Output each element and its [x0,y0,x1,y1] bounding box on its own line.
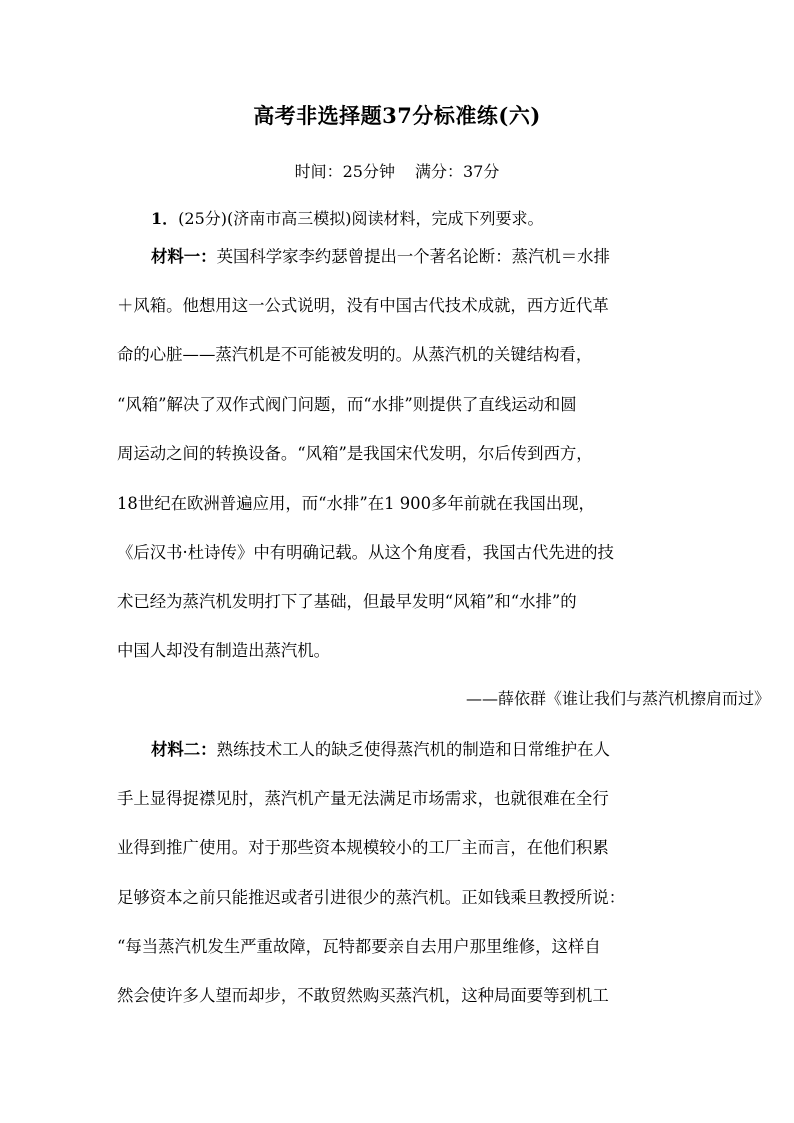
material1-line-6: 18世纪在欧洲普遍应用，而“水排”在1 900多年前就在我国出现， [117,494,595,513]
material2-line-6: 然会使许多人望而却步，不敢贸然购买蒸汽机，这种局面要等到机工 [117,986,609,1005]
material2-line-5: “每当蒸汽机发生严重故障，瓦特都要亲自去用户那里维修，这样自 [117,937,601,956]
material1-line-8: 术已经为蒸汽机发明打下了基础，但最早发明“风箱”和“水排”的 [117,592,577,611]
material1-label: 材料一： [151,247,217,266]
material1-line-2: ＋风箱。他想用这一公式说明，没有中国古代技术成就，西方近代革 [117,296,609,315]
material2-line-1 [151,737,610,763]
material1-line-3: 命的心脏——蒸汽机是不可能被发明的。从蒸汽机的关键结构看， [117,345,593,364]
full-score: 满分：37分 [415,162,500,181]
material2-line-4: 足够资本之前只能推迟或者引进很少的蒸汽机。正如钱乘旦教授所说： [117,888,626,907]
material2-text: 熟练技术工人的缺乏使得蒸汽机的制造和日常维护在人 [216,740,610,759]
question-text: (25分)(济南市高三模拟)阅读材料，完成下列要求。 [178,209,544,228]
material1-line-5: 周运动之间的转换设备。“风箱”是我国宋代发明，尔后传到西方， [117,444,593,463]
question-1-header [151,206,543,232]
material2-line-2: 手上显得捉襟见肘，蒸汽机产量无法满足市场需求，也就很难在全行 [117,789,609,808]
exam-meta [0,160,794,184]
material1-line-7: 《后汉书·杜诗传》中有明确记载。从这个角度看，我国古代先进的技 [117,543,614,562]
time-limit: 时间：25分钟 [294,162,395,181]
material1-text: 英国科学家李约瑟曾提出一个著名论断：蒸汽机＝水排 [216,247,610,266]
document-title: 高考非选择题37分标准练(六) [253,103,541,128]
question-number: 1． [151,209,179,228]
material1-line-9: 中国人却没有制造出蒸汽机。 [117,641,331,660]
material2-line-3: 业得到推广使用。对于那些资本规模较小的工厂主而言，在他们积累 [117,838,609,857]
material1-line-4: “风箱”解决了双作式阀门问题，而“水排”则提供了直线运动和圆 [117,395,577,414]
material1-line-1 [151,244,610,270]
material2-label: 材料二： [151,740,217,759]
material1-attribution: ——薛依群《谁让我们与蒸汽机擦肩而过》 [466,689,771,708]
